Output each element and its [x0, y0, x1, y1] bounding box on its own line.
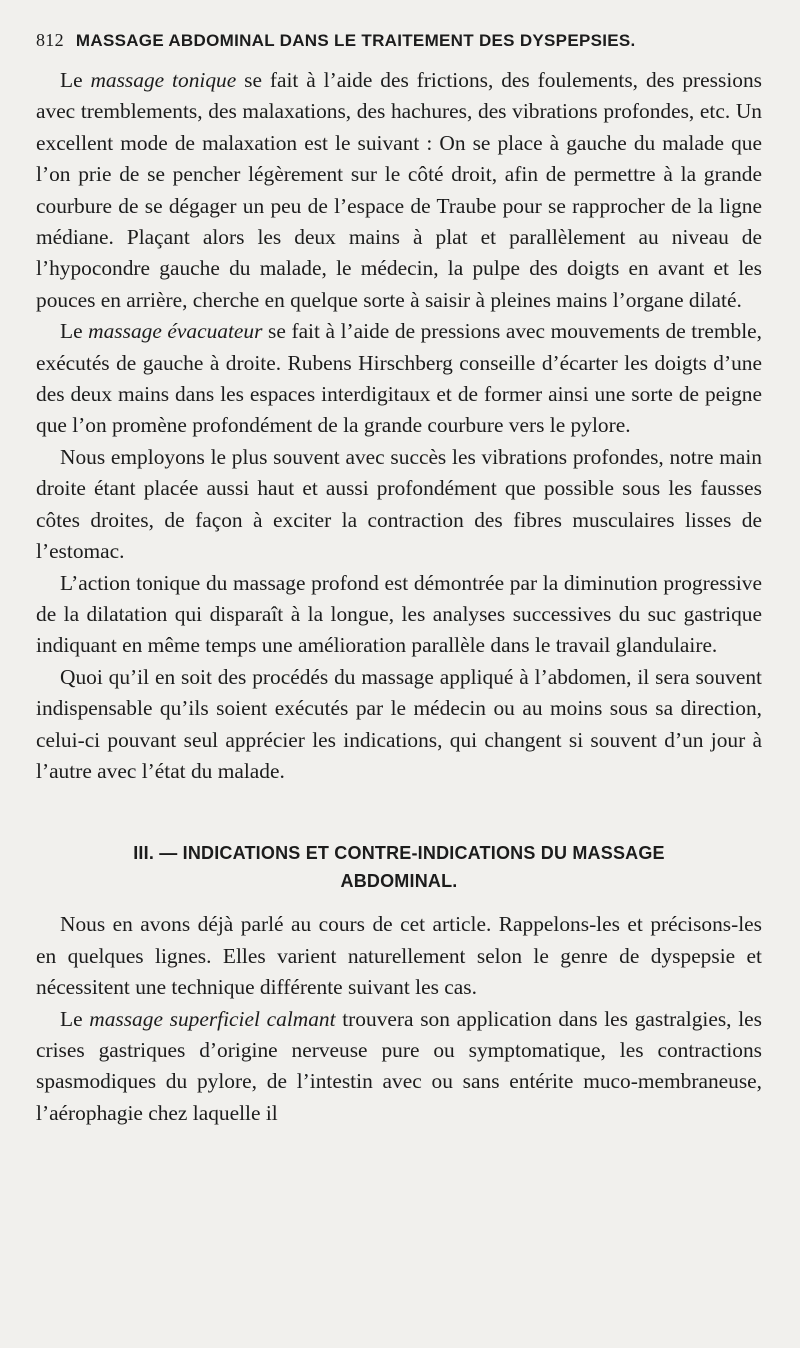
emphasis-term: massage évacuateur: [88, 319, 263, 344]
running-head: [36, 30, 762, 51]
paragraph-vibrations: [36, 442, 762, 568]
paragraph-lead: Le: [60, 319, 89, 344]
paragraph-massage-tonique: [36, 65, 762, 316]
paragraph-massage-evacuateur: [36, 316, 762, 442]
paragraph-lead: Le: [60, 1006, 90, 1031]
paragraph-rest: se fait à l’aide de pressions avec mouvements de tremble, exécutés de gauche à droite. Rubens Hirschberg conseille d’écarter les doigts d’une des deux mains dans les espaces interdigitaux et de former ainsi une sorte de peigne que l’on promène profondément de la grande courbure vers le pylore.: [36, 319, 762, 438]
paragraph-lead: L’action tonique du massage profond est démontrée par la diminution progressive de la dilatation qui disparaît à la longue, les analyses successives du suc gastrique indiquant en même temps une amélioration parallèle dans le travail glandulaire.: [36, 570, 762, 658]
paragraph-rest: se fait à l’aide des frictions, des foulements, des pressions avec tremblements, des malaxations, des hachures, des vibrations profondes, etc. Un excellent mode de malaxation est le suivant : On se place à gauche du malade que l’on prie de se pencher légèrement sur le côté droit, afin de permettre à la grande courbure de se dégager un peu de l’espace de Traube pour se rapprocher de la ligne médiane. Plaçant alors les deux mains à plat et parallèlement au niveau de l’hypocondre gauche du malade, le médecin, la pulpe des doigts en avant et les pouces en arrière, cherche en quelque sorte à saisir à pleines mains l’organe dilaté.: [36, 68, 762, 312]
emphasis-term: massage superficiel calmant: [89, 1006, 336, 1031]
paragraph-rest: trouvera son application dans les gastralgies, les crises gastriques d’origine nerveuse pure ou symptomatique, les contractions spasmodiques du pylore, de l’intestin avec ou sans entérite muco-membraneuse, l’aérophagie chez laquelle il: [36, 1006, 762, 1125]
paragraph-procedes: [36, 662, 762, 788]
paragraph-action-tonique: [36, 568, 762, 662]
running-title: MASSAGE ABDOMINAL DANS LE TRAITEMENT DES DYSPEPSIES.: [75, 31, 636, 50]
paragraph-lead: Nous employons le plus souvent avec succès les vibrations profondes, notre main droite étant placée aussi haut et aussi profondément que possible sous les fausses côtes droites, de façon à exciter la contraction des fibres musculaires lisses de l’estomac.: [36, 444, 762, 564]
paragraph-massage-superficiel: [36, 1004, 762, 1130]
paragraph-lead: Nous en avons déjà parlé au cours de cet article. Rappelons-les et précisons-les en quelques lignes. Elles varient naturellement selon le genre de dyspepsie et nécessitent une technique différente suivant les cas.: [36, 912, 762, 1000]
section-heading: III. — INDICATIONS ET CONTRE-INDICATIONS DU MASSAGE ABDOMINAL.: [133, 843, 665, 892]
paragraph-lead: Le: [60, 68, 91, 92]
paragraph-indications-intro: [36, 909, 762, 1003]
page-number: 812: [36, 30, 64, 50]
paragraph-lead: Quoi qu’il en soit des procédés du massage appliqué à l’abdomen, il sera souvent indispensable qu’ils soient exécutés par le médecin ou au moins sous sa direction, celui-ci pouvant seul apprécier les indications, qui changent si souvent d’un jour à l’autre avec l’état du malade.: [36, 664, 762, 783]
emphasis-term: massage tonique: [90, 68, 237, 92]
